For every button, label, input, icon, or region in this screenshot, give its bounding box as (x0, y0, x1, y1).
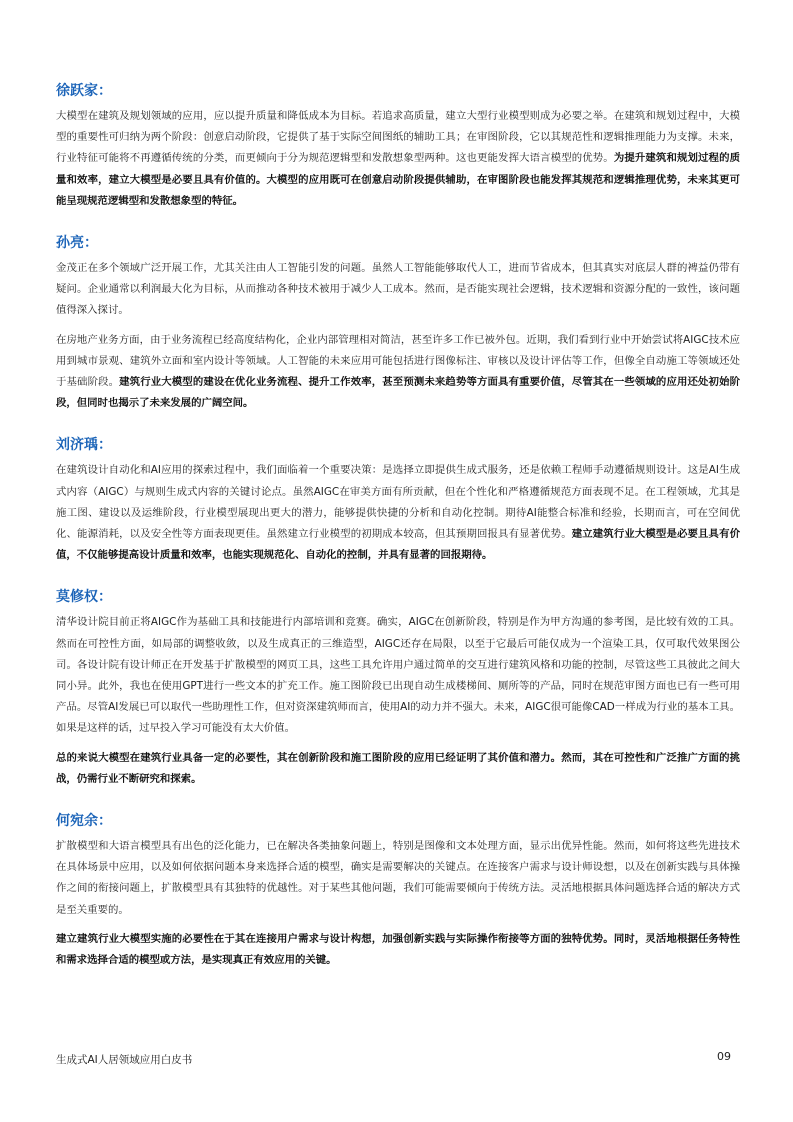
paragraph (56, 929, 740, 971)
paragraph (56, 836, 740, 921)
footer-document-title: 生成式AI人居领域应用白皮书 (56, 1054, 193, 1066)
speaker-name: 刘济瑀： (56, 437, 112, 454)
paragraph (56, 748, 740, 790)
paragraph (56, 612, 740, 739)
speaker-name: 莫修权： (56, 589, 112, 606)
page-number: 09 (717, 1050, 731, 1063)
speaker-name: 何宛余： (56, 813, 112, 830)
section-he-wanyu (56, 812, 740, 971)
paragraph-emphasis: 为提升建筑和规划过程的质量和效率，建立大模型是必要且具有价值的。大模型的应用既可在创意启动阶段提供辅助，在审图阶段也能发挥其规范和逻辑推理优势，未来其更可能呈现规范逻辑型和发散想象型的特征。 (56, 152, 740, 207)
paragraph-emphasis: 建立建筑行业大模型是必要且具有价值，不仅能够提高设计质量和效率，也能实现规范化、自动化的控制，并具有显著的回报期待。 (56, 528, 741, 562)
paragraph (56, 460, 740, 566)
paragraph-text: 清华设计院目前正将AIGC作为基础工具和技能进行内部培训和竞赛。确实，AIGC在创新阶段，特别是作为甲方沟通的参考图，是比较有效的工具。然而在可控性方面，如局部的调整收敛，以及生成真正的三维造型，AIGC还存在局限，以至于它最后可能仅成为一个渲染工具，仅可取代效果图公司。各设计院有设计师正在开发基于扩散模型的网页工具，这些工具允许用户通过简单的交互进行建筑风格和功能的控制，尽管这些工具彼此之间大同小异。此外，我也在使用GPT进行一些文本的扩充工作。施工图阶段已出现自动生成楼梯间、厕所等的产品，同时在规范审图方面也已有一些可用产品。尽管AI发展已可以取代一些助理性工作，但对资深建筑师而言，使用AI的动力并不强大。未来，AIGC很可能像CAD一样成为行业的基本工具。如果是这样的话，过早投入学习可能没有太大价值。 (56, 616, 740, 735)
paragraph-emphasis: 总的来说大模型在建筑行业具备一定的必要性，其在创新阶段和施工图阶段的应用已经证明了其价值和潜力。然而，其在可控性和广泛推广方面的挑战，仍需行业不断研究和探索。 (56, 751, 740, 785)
paragraph-text: 大模型在建筑及规划领域的应用，应以提升质量和降低成本为目标。若追求高质量，建立大型行业模型则成为必要之举。在建筑和规划过程中，大模型的重要性可归纳为两个阶段：创意启动阶段，它提供了基于实际空间图纸的辅助工具；在审图阶段，它以其规范性和逻辑推理能力为支撑。未来，行业特征可能将不再遵循传统的分类，而更倾向于分为规范逻辑型和发散想象型两种。这也更能发挥大语言模型的优势。 (56, 110, 740, 165)
paragraph-emphasis: 建立建筑行业大模型实施的必要性在于其在连接用户需求与设计构想，加强创新实践与实际操作衔接等方面的独特优势。同时，灵活地根据任务特性和需求选择合适的模型或方法，是实现真正有效应用的关键。 (56, 932, 740, 967)
speaker-name: 孙亮： (56, 235, 98, 252)
section-xu-yuejia (56, 82, 740, 212)
page-content (56, 82, 740, 993)
paragraph-text: 在房地产业务方面，由于业务流程已经高度结构化，企业内部管理相对简洁，甚至许多工作已被外包。近期，我们看到行业中开始尝试将AIGC技术应用到城市景观、建筑外立面和室内设计等领域。人工智能的未来应用可能包括进行图像标注、审核以及设计评估等工作，但像全自动施工等领域还处于基础阶段。 (56, 333, 740, 389)
section-mo-xiuquan (56, 588, 740, 790)
paragraph (56, 106, 740, 212)
section-sun-liang (56, 234, 740, 414)
paragraph-text: 扩散模型和大语言模型具有出色的泛化能力，已在解决各类抽象问题上，特别是图像和文本处理方面，显示出优异性能。然而，如何将这些先进技术在具体场景中应用，以及如何依据问题本身来选择合适的模型，确实是需要解决的关键点。在连接客户需求与设计师设想，以及在创新实践与具体操作之间的衔接问题上，扩散模型具有其独特的优越性。对于某些其他问题，我们可能需要倾向于传统方法。灵活地根据具体问题选择合适的解决方式是至关重要的。 (56, 840, 740, 916)
paragraph-emphasis: 建筑行业大模型的建设在优化业务流程、提升工作效率，甚至预测未来趋势等方面具有重要价值，尽管其在一些领域的应用还处初始阶段，但同时也揭示了未来发展的广阔空间。 (56, 376, 740, 410)
paragraph (56, 258, 740, 322)
section-liu-jiyu (56, 436, 740, 566)
paragraph (56, 330, 740, 415)
paragraph-text: 金茂正在多个领域广泛开展工作，尤其关注由人工智能引发的问题。虽然人工智能能够取代人工，进而节省成本，但其真实对底层人群的裨益仍带有疑问。企业通常以利润最大化为目标，从而推动各种技术被用于减少人工成本。然而，是否能实现社会逻辑，技术逻辑和资源分配的一致性，该问题值得深入探讨。 (56, 262, 740, 317)
paragraph-text: 在建筑设计自动化和AI应用的探索过程中，我们面临着一个重要决策：是选择立即提供生成式服务，还是依赖工程师手动遵循规则设计。这是AI生成式内容（AIGC）与规则生成式内容的关键讨论点。虽然AIGC在审美方面有所贡献，但在个性化和严格遵循规范方面表现不足。在工程领域，尤其是施工图、建设以及运维阶段，行业模型展现出更大的潜力，能够提供快捷的分析和自动化控制。期待AI能整合标准和经验，长期而言，可在空间优化、能源消耗，以及安全性等方面表现更佳。虽然建立行业模型的初期成本较高，但其预期回报具有显著优势。 (56, 464, 740, 541)
speaker-name: 徐跃家： (56, 83, 112, 99)
